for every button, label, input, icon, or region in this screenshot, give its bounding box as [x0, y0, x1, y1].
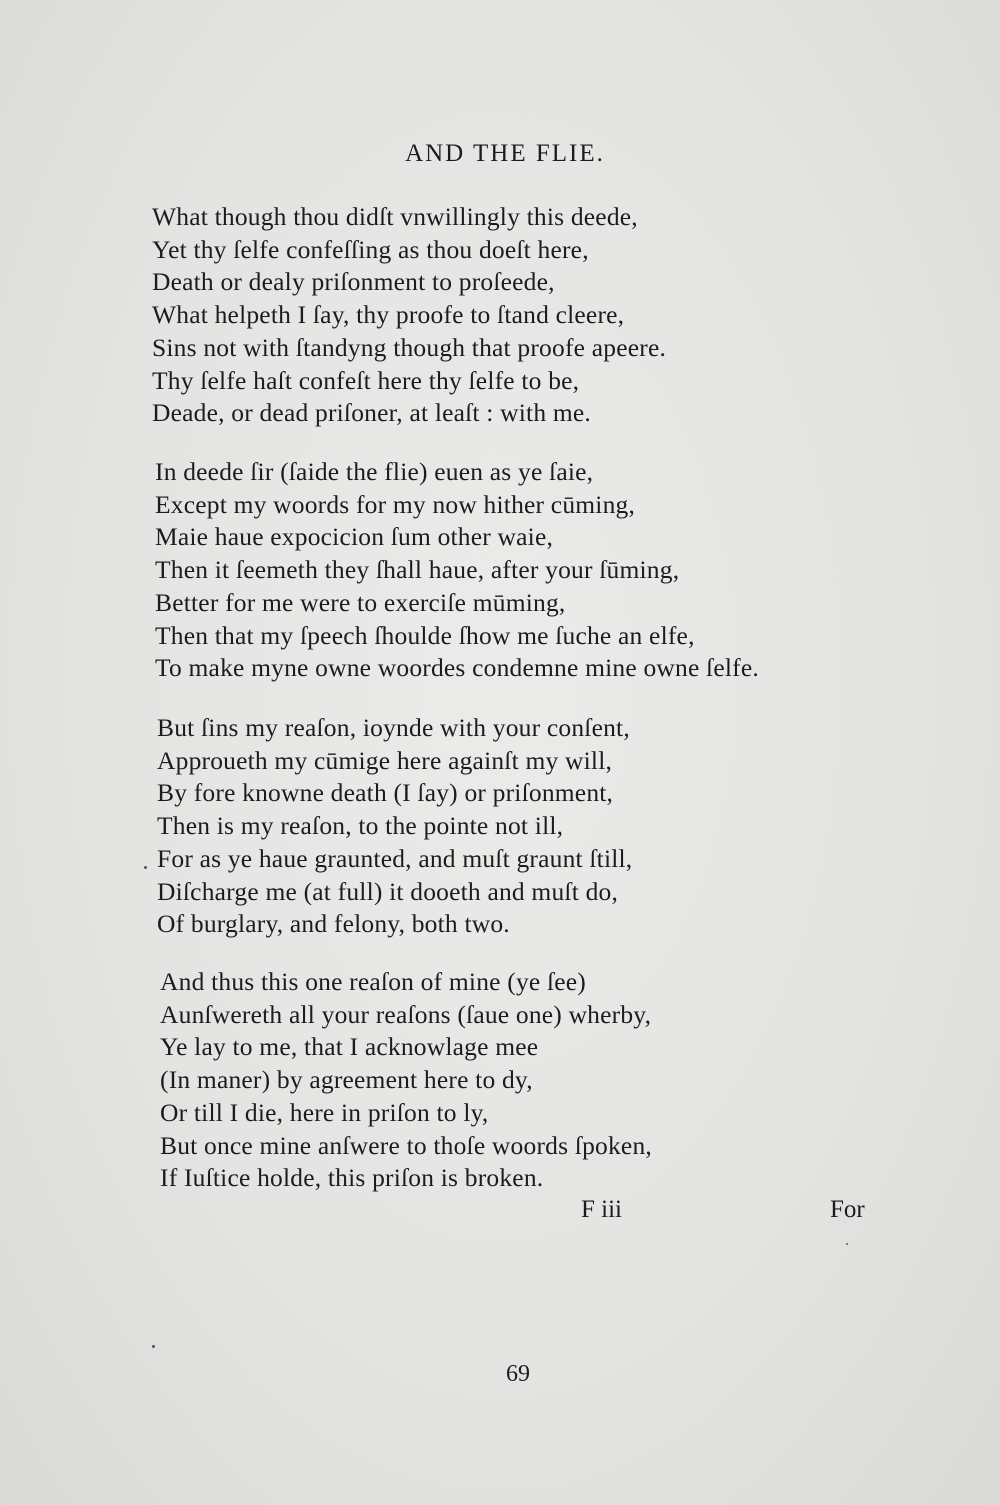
- verse-line: To make myne owne woordes condemne mine owne ſelfe.: [155, 653, 759, 683]
- signature-mark: F iii: [581, 1196, 622, 1223]
- verse-line: Diſcharge me (at full) it dooeth and muſt do,: [157, 876, 619, 906]
- verse-line: If Iuſtice holde, this priſon is broken.: [160, 1163, 544, 1193]
- verse-line: For as ye haue graunted, and muſt graunt ſtill,: [157, 843, 633, 873]
- verse-line: Then that my ſpeech ſhoulde ſhow me ſuche an elfe,: [155, 620, 695, 650]
- verse-line: Then is my reaſon, to the pointe not ill,: [157, 811, 564, 841]
- paper-speck: [846, 1243, 848, 1245]
- running-head: AND THE FLIE.: [405, 140, 605, 167]
- paper-speck: [144, 866, 147, 869]
- verse-line: Maie haue expocicion ſum other waie,: [155, 522, 554, 552]
- verse-line: Better for me were to exerciſe mūming,: [155, 587, 566, 617]
- verse-line: By fore knowne death (I ſay) or priſonment,: [157, 778, 614, 808]
- verse-line: Aunſwereth all your reaſons (ſaue one) wherby,: [160, 999, 652, 1029]
- verse-line: Approueth my cūmige here againſt my will,: [157, 745, 613, 775]
- verse-line: And thus this one reaſon of mine (ye ſee): [160, 967, 586, 996]
- catchword: For: [830, 1196, 865, 1223]
- stanza-2: [155, 456, 759, 685]
- verse-line: Except my woords for my now hither cūming,: [155, 489, 636, 519]
- verse-line: (In maner) by agreement here to dy,: [160, 1065, 533, 1095]
- page-number: 69: [506, 1361, 530, 1387]
- verse-line: Ye lay to me, that I acknowlage mee: [160, 1032, 539, 1062]
- verse-line: What though thou didſt vnwillingly this deede,: [152, 202, 638, 231]
- verse-line: But ſins my reaſon, ioynde with your conſent,: [157, 713, 630, 742]
- stanza-4: [160, 966, 652, 1195]
- verse-line: In deede ſir (ſaide the flie) euen as ye ſaie,: [155, 457, 594, 486]
- verse-line: Thy ſelfe haſt confeſt here thy ſelfe to be,: [152, 365, 580, 395]
- verse-line: Or till I die, here in priſon to ly,: [160, 1097, 489, 1127]
- verse-line: Death or dealy priſonment to proſeede,: [152, 267, 555, 297]
- verse-line: Then it ſeemeth they ſhall haue, after your ſūming,: [155, 555, 680, 585]
- verse-line: Yet thy ſelfe confeſſing as thou doeſt here,: [152, 234, 589, 264]
- verse-line: What helpeth I ſay, thy proofe to ſtand cleere,: [152, 300, 625, 330]
- verse-line: But once mine anſwere to thoſe woords ſpoken,: [160, 1130, 652, 1160]
- verse-line: Of burglary, and felony, both two.: [157, 909, 510, 939]
- stanza-3: [157, 712, 632, 941]
- stanza-1: [152, 201, 666, 430]
- verse-line: Sins not with ſtandyng though that proofe apeere.: [152, 332, 667, 362]
- verse-line: Deade, or dead priſoner, at leaſt : with me.: [152, 398, 591, 428]
- paper-speck: [152, 1345, 155, 1348]
